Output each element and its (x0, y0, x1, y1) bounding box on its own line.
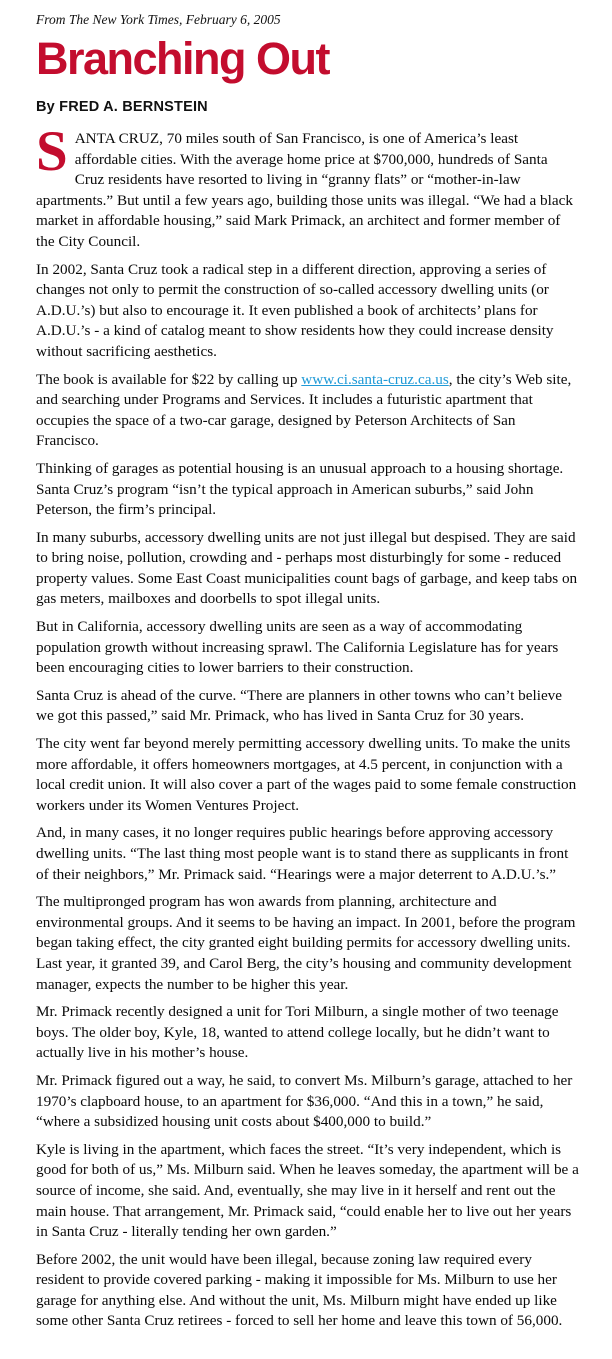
paragraph-4 (36, 459, 579, 521)
paragraph-text: ANTA CRUZ, 70 miles south of San Francisco, is one of America’s least affordable cities. With the average home price at $700,000, hundreds of Santa Cruz residents have resorted to living in “granny flats” or “mother-in-law apartments.” But until a few years ago, building those units was illegal. “We had a black market in affordable housing,” said Mark Primack, an architect and former member of the City Council. (36, 130, 573, 250)
source-attribution: From The New York Times, February 6, 2005 (36, 12, 281, 27)
paragraph-text: The city went far beyond merely permitting accessory dwelling units. To make the units more affordable, it offers homeowners mortgages, at 4.5 percent, in conjunction with a local credit union. It will also cover a part of the wages paid to some female construction workers under its Women Ventures Project. (36, 735, 577, 814)
paragraph-text: Before 2002, the unit would have been illegal, because zoning law required every resident to provide covered parking - making it impossible for Ms. Milburn to use her garage for anything else. And without the unit, Ms. Milburn might have ended up like some other Santa Cruz retirees - forced to sell her home and leave this town of 56,000. (36, 1250, 563, 1330)
paragraph-text: Santa Cruz is ahead of the curve. “There are planners in other towns who can’t believe we got this passed,” said Mr. Primack, who has lived in Santa Cruz for 30 years. (36, 686, 563, 725)
paragraph-3 (36, 370, 579, 452)
paragraph-text: The book is available for $22 by calling up (36, 370, 302, 388)
drop-cap: S (36, 120, 68, 183)
paragraph-text: The multipronged program has won awards from planning, architecture and environmental groups. And it seems to be having an impact. In 2001, before the program began taking effect, the city granted eight building permits for accessory dwelling units. Last year, it granted 39, and Carol Berg, the city’s housing and community development manager, expects the number to be higher this year. (36, 893, 576, 993)
santa-cruz-website-link[interactable]: www.ci.santa-cruz.ca.us (301, 370, 449, 388)
paragraph-9 (36, 823, 579, 885)
paragraph-8 (36, 734, 579, 816)
paragraph-2 (36, 260, 579, 363)
paragraph-text: , the city’s Web site, and searching under Programs and Services. It includes a futuristic apartment that occupies the space of a two-car garage, designed by Peterson Architects of San Francisco. (36, 370, 572, 450)
paragraph-7 (36, 686, 579, 727)
paragraph-14 (36, 1250, 579, 1332)
paragraph-12 (36, 1071, 579, 1133)
paragraph-11 (36, 1002, 579, 1064)
paragraph-text: Mr. Primack recently designed a unit for Tori Milburn, a single mother of two teenage boys. The older boy, Kyle, 18, wanted to attend college locally, but he didn’t want to actually live in his mother’s house. (36, 1003, 559, 1062)
page-title: Branching Out (36, 33, 329, 84)
paragraph-text: In 2002, Santa Cruz took a radical step in a different direction, approving a series of changes not only to permit the construction of so-called accessory dwelling units (or A.D.U.’s) but also to encourage it. It even published a book of architects’ plans for A.D.U.’s - a kind of catalog meant to show residents how they could increase density without sacrificing aesthetics. (36, 260, 554, 360)
paragraph-text: In many suburbs, accessory dwelling units are not just illegal but despised. They are said to bring noise, pollution, crowding and - perhaps most disturbingly for some - reduced property values. Some East Coast municipalities count bags of garbage, and keep tabs on gas meters, mailboxes and doorbells to spot illegal units. (36, 528, 578, 608)
paragraph-text: Mr. Primack figured out a way, he said, to convert Ms. Milburn’s garage, attached to her 1970’s clapboard house, to an apartment for $36,000. “And this in a town,” he said, “where a subsidized housing unit costs about $400,000 to build.” (36, 1071, 573, 1131)
paragraph-10 (36, 892, 579, 995)
paragraph-13 (36, 1140, 579, 1243)
paragraph-text: But in California, accessory dwelling units are seen as a way of accommodating population growth without increasing sprawl. The California Legislature has for years been encouraging cities to lower barriers to their construction. (36, 618, 559, 677)
article-body (36, 120, 579, 1332)
paragraph-text: Thinking of garages as potential housing is an unusual approach to a housing shortage. Santa Cruz’s program “isn’t the typical approach in American suburbs,” said John Peterson, the firm’s principal. (36, 459, 564, 519)
paragraph-5 (36, 528, 579, 610)
paragraph-6 (36, 617, 579, 679)
paragraph-lede (36, 120, 579, 253)
paragraph-text: Kyle is living in the apartment, which faces the street. “It’s very independent, which is good for both of us,” Ms. Milburn said. When he leaves someday, the apartment will be a source of income, she said. And, eventually, she may live in it herself and rent out the main house. That arrangement, Mr. Primack said, “could enable her to live out her years in Santa Cruz - literally tending her own garden.” (36, 1140, 579, 1241)
paragraph-text: And, in many cases, it no longer requires public hearings before approving accessory dwelling units. “The last thing most people want is to stand there as supplicants in front of their neighbors,” Mr. Primack said. “Hearings were a major deterrent to A.D.U.’s.” (36, 824, 569, 883)
byline: By FRED A. BERNSTEIN (36, 99, 208, 115)
